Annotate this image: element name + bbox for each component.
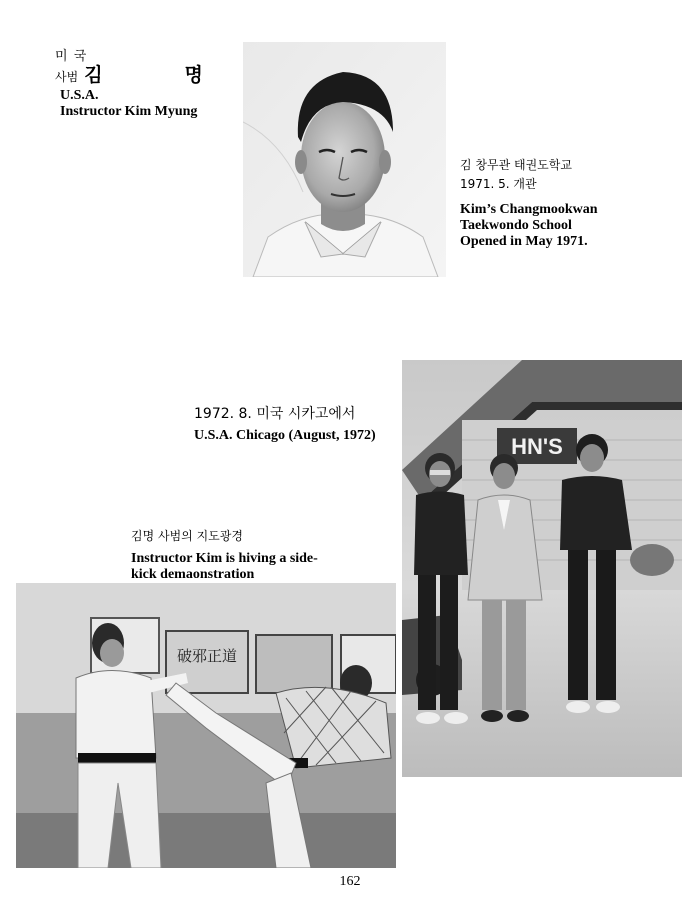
- kick-caption-english-line1: Instructor Kim is hiving a side-: [131, 551, 318, 566]
- header-korean-name-second: 명: [184, 64, 203, 86]
- page-number: 162: [339, 874, 361, 889]
- header-korean-country: 미 국: [55, 49, 88, 64]
- kick-demonstration-photo: [16, 583, 396, 868]
- group-photo: [402, 360, 682, 777]
- school-caption-korean: 김 창무관 태권도학교: [460, 158, 572, 172]
- header-korean-rank: 사범: [55, 70, 79, 84]
- header-english-title: Instructor Kim Myung: [60, 104, 198, 119]
- wall-banner-text: 破邪正道: [176, 647, 238, 665]
- school-caption-english-line2: Taekwondo School: [460, 218, 572, 233]
- school-caption-english-line3: Opened in May 1971.: [460, 234, 588, 249]
- kick-caption-english-line2: kick demaonstration: [131, 567, 255, 582]
- chicago-caption-english: U.S.A. Chicago (August, 1972): [194, 428, 376, 443]
- portrait-photo: [243, 42, 446, 277]
- school-caption-english-line1: Kim’s Changmookwan: [460, 202, 598, 217]
- school-caption-date: 1971. 5. 개관: [460, 177, 537, 191]
- header-korean-name-first: 김: [84, 64, 103, 86]
- header-english-country: U.S.A.: [60, 88, 99, 103]
- storefront-sign-text: HN'S: [511, 434, 563, 459]
- chicago-caption-korean: 1972. 8. 미국 시카고에서: [194, 406, 356, 422]
- kick-caption-korean: 김명 사범의 지도광경: [131, 529, 243, 543]
- header-korean-title: [55, 60, 203, 87]
